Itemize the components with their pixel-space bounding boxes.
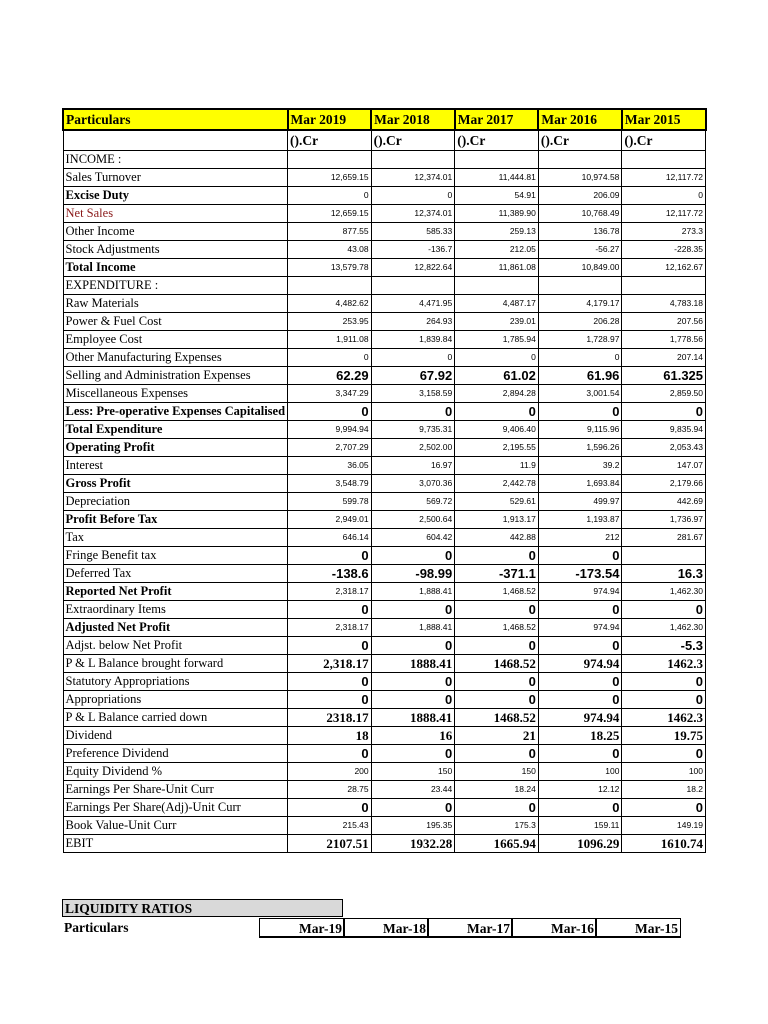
value-cell[interactable] [622, 276, 706, 294]
value-cell[interactable]: 2,053.43 [622, 438, 706, 456]
value-cell[interactable]: 264.93 [371, 312, 455, 330]
row-label[interactable]: Gross Profit [63, 474, 288, 492]
row-label[interactable]: Other Income [63, 222, 288, 240]
row-label[interactable]: Fringe Benefit tax [63, 546, 288, 564]
table-row [63, 330, 706, 348]
table-row [63, 672, 706, 690]
value-cell[interactable]: 0 [455, 546, 539, 564]
row-label[interactable]: Other Manufacturing Expenses [63, 348, 288, 366]
value-cell[interactable]: 2,179.66 [622, 474, 706, 492]
value-cell[interactable]: 0 [538, 636, 622, 654]
value-cell[interactable]: 18.25 [538, 726, 622, 744]
value-cell[interactable]: 175.3 [455, 816, 539, 834]
value-cell[interactable]: 10,849.00 [538, 258, 622, 276]
value-cell[interactable]: -56.27 [538, 240, 622, 258]
table-row [63, 456, 706, 474]
value-cell[interactable] [538, 276, 622, 294]
value-cell[interactable]: 1,778.56 [622, 330, 706, 348]
value-cell[interactable]: 43.08 [288, 240, 372, 258]
value-cell[interactable]: 9,994.94 [288, 420, 372, 438]
value-cell[interactable] [371, 150, 455, 168]
value-cell[interactable]: 0 [288, 690, 372, 708]
value-cell[interactable]: 13,579.78 [288, 258, 372, 276]
value-cell[interactable]: 974.94 [538, 618, 622, 636]
value-cell[interactable] [371, 276, 455, 294]
value-cell[interactable]: 2318.17 [288, 708, 372, 726]
value-cell[interactable]: 36.05 [288, 456, 372, 474]
value-cell[interactable]: 2,894.28 [455, 384, 539, 402]
value-cell[interactable]: 3,548.79 [288, 474, 372, 492]
row-label[interactable]: Tax [63, 528, 288, 546]
value-cell[interactable]: 0 [371, 186, 455, 204]
row-label[interactable]: Earnings Per Share(Adj)-Unit Curr [63, 798, 288, 816]
value-cell[interactable]: 10,974.58 [538, 168, 622, 186]
value-cell[interactable]: 9,406.40 [455, 420, 539, 438]
value-cell[interactable]: 1,468.52 [455, 582, 539, 600]
value-cell[interactable]: 0 [622, 690, 706, 708]
value-cell[interactable]: 2,859.50 [622, 384, 706, 402]
unit-blank-cell[interactable] [63, 130, 288, 150]
value-cell[interactable]: 0 [538, 348, 622, 366]
table-row [63, 510, 706, 528]
row-label[interactable]: Miscellaneous Expenses [63, 384, 288, 402]
value-cell[interactable]: 0 [288, 672, 372, 690]
table-row [63, 222, 706, 240]
value-cell[interactable]: 200 [288, 762, 372, 780]
liquidity-year-cell[interactable]: Mar-16 [511, 918, 597, 938]
header-year-2016[interactable]: Mar 2016 [538, 109, 622, 130]
value-cell[interactable]: 0 [455, 348, 539, 366]
value-cell[interactable]: 0 [288, 402, 372, 420]
value-cell[interactable]: 1468.52 [455, 654, 539, 672]
value-cell[interactable]: 147.07 [622, 456, 706, 474]
row-label[interactable]: P & L Balance carried down [63, 708, 288, 726]
value-cell[interactable]: 150 [455, 762, 539, 780]
row-label[interactable]: Preference Dividend [63, 744, 288, 762]
value-cell[interactable]: 0 [622, 402, 706, 420]
value-cell[interactable]: 0 [622, 672, 706, 690]
value-cell[interactable]: 39.2 [538, 456, 622, 474]
value-cell[interactable]: 62.29 [288, 366, 372, 384]
value-cell[interactable]: 0 [538, 690, 622, 708]
value-cell[interactable]: 207.56 [622, 312, 706, 330]
value-cell[interactable]: 100 [622, 762, 706, 780]
value-cell[interactable]: 0 [538, 600, 622, 618]
table-row [63, 312, 706, 330]
row-label[interactable]: Adjusted Net Profit [63, 618, 288, 636]
value-cell[interactable]: 442.88 [455, 528, 539, 546]
row-label[interactable]: Stock Adjustments [63, 240, 288, 258]
value-cell[interactable]: 0 [455, 672, 539, 690]
value-cell[interactable]: 12,374.01 [371, 204, 455, 222]
value-cell[interactable]: 100 [538, 762, 622, 780]
value-cell[interactable]: 0 [371, 690, 455, 708]
value-cell[interactable]: 0 [371, 546, 455, 564]
row-label[interactable]: Deferred Tax [63, 564, 288, 582]
row-label[interactable]: EBIT [63, 834, 288, 852]
value-cell[interactable]: -98.99 [371, 564, 455, 582]
value-cell[interactable]: 0 [622, 186, 706, 204]
table-row [63, 744, 706, 762]
value-cell[interactable]: 1462.3 [622, 708, 706, 726]
value-cell[interactable]: 2,500.64 [371, 510, 455, 528]
table-row [63, 816, 706, 834]
value-cell[interactable]: 499.97 [538, 492, 622, 510]
value-cell[interactable]: 0 [288, 600, 372, 618]
row-label[interactable]: Selling and Administration Expenses [63, 366, 288, 384]
value-cell[interactable]: 2107.51 [288, 834, 372, 852]
value-cell[interactable]: 0 [455, 600, 539, 618]
value-cell[interactable]: -5.3 [622, 636, 706, 654]
liquidity-particulars-label[interactable]: Particulars [64, 920, 129, 935]
value-cell[interactable]: 1096.29 [538, 834, 622, 852]
table-row [63, 726, 706, 744]
value-cell[interactable]: 0 [538, 744, 622, 762]
header-year-2018[interactable]: Mar 2018 [371, 109, 455, 130]
value-cell[interactable]: 2,707.29 [288, 438, 372, 456]
value-cell[interactable]: 1,736.97 [622, 510, 706, 528]
row-label[interactable]: Statutory Appropriations [63, 672, 288, 690]
liquidity-year-cell[interactable]: Mar-17 [427, 918, 513, 938]
table-row [63, 258, 706, 276]
value-cell[interactable]: 1,913.17 [455, 510, 539, 528]
value-cell[interactable]: 11,444.81 [455, 168, 539, 186]
value-cell[interactable]: 0 [288, 546, 372, 564]
value-cell[interactable]: 2,949.01 [288, 510, 372, 528]
value-cell[interactable]: 9,735.31 [371, 420, 455, 438]
value-cell[interactable]: 61.96 [538, 366, 622, 384]
table-row [63, 618, 706, 636]
value-cell[interactable]: 1,888.41 [371, 582, 455, 600]
value-cell[interactable] [288, 276, 372, 294]
value-cell[interactable]: 0 [371, 402, 455, 420]
value-cell[interactable]: 149.19 [622, 816, 706, 834]
value-cell[interactable]: 54.91 [455, 186, 539, 204]
table-row [63, 762, 706, 780]
value-cell[interactable]: 281.67 [622, 528, 706, 546]
value-cell[interactable]: -173.54 [538, 564, 622, 582]
table-row [63, 438, 706, 456]
row-label[interactable]: Total Income [63, 258, 288, 276]
liquidity-ratios-title[interactable]: LIQUIDITY RATIOS [62, 899, 343, 917]
table-row [63, 294, 706, 312]
value-cell[interactable]: 212.05 [455, 240, 539, 258]
value-cell[interactable]: 599.78 [288, 492, 372, 510]
value-cell[interactable]: 0 [455, 690, 539, 708]
value-cell[interactable]: -228.35 [622, 240, 706, 258]
value-cell[interactable]: 150 [371, 762, 455, 780]
value-cell[interactable]: 1468.52 [455, 708, 539, 726]
value-cell[interactable]: 4,482.62 [288, 294, 372, 312]
value-cell[interactable]: 2,318.17 [288, 582, 372, 600]
table-row [63, 420, 706, 438]
table-row [63, 564, 706, 582]
table-row [63, 636, 706, 654]
value-cell[interactable]: 442.69 [622, 492, 706, 510]
value-cell[interactable]: 0 [371, 672, 455, 690]
value-cell[interactable]: 0 [538, 798, 622, 816]
value-cell[interactable]: 0 [538, 672, 622, 690]
value-cell[interactable]: 0 [538, 546, 622, 564]
value-cell[interactable]: 974.94 [538, 582, 622, 600]
value-cell[interactable]: 28.75 [288, 780, 372, 798]
value-cell[interactable]: 569.72 [371, 492, 455, 510]
value-cell[interactable] [622, 546, 706, 564]
value-cell[interactable]: 61.02 [455, 366, 539, 384]
table-row [63, 186, 706, 204]
value-cell[interactable]: 11,389.90 [455, 204, 539, 222]
value-cell[interactable]: 215.43 [288, 816, 372, 834]
header-particulars[interactable]: Particulars [63, 109, 288, 130]
value-cell[interactable]: 1,693.84 [538, 474, 622, 492]
value-cell[interactable] [455, 150, 539, 168]
row-label[interactable]: P & L Balance brought forward [63, 654, 288, 672]
income-statement-table [62, 108, 707, 853]
header-year-2017[interactable]: Mar 2017 [455, 109, 539, 130]
table-row [63, 276, 706, 294]
value-cell[interactable]: 11,861.08 [455, 258, 539, 276]
value-cell[interactable]: 1610.74 [622, 834, 706, 852]
value-cell[interactable]: 1,911.08 [288, 330, 372, 348]
header-row [63, 109, 706, 130]
row-label[interactable]: Operating Profit [63, 438, 288, 456]
value-cell[interactable]: 1,785.94 [455, 330, 539, 348]
value-cell[interactable]: 0 [288, 636, 372, 654]
table-row [63, 798, 706, 816]
row-label[interactable]: Total Expenditure [63, 420, 288, 438]
table-row [63, 366, 706, 384]
header-year-2015[interactable]: Mar 2015 [622, 109, 706, 130]
value-cell[interactable]: 21 [455, 726, 539, 744]
value-cell[interactable]: 1932.28 [371, 834, 455, 852]
row-label[interactable]: Dividend [63, 726, 288, 744]
value-cell[interactable]: -371.1 [455, 564, 539, 582]
table-row [63, 150, 706, 168]
value-cell[interactable] [622, 150, 706, 168]
value-cell[interactable] [455, 276, 539, 294]
value-cell[interactable]: 0 [622, 600, 706, 618]
value-cell[interactable]: 12,659.15 [288, 168, 372, 186]
value-cell[interactable]: 10,768.49 [538, 204, 622, 222]
value-cell[interactable]: 206.09 [538, 186, 622, 204]
value-cell[interactable]: -138.6 [288, 564, 372, 582]
value-cell[interactable]: 4,471.95 [371, 294, 455, 312]
row-label[interactable]: Appropriations [63, 690, 288, 708]
value-cell[interactable]: 12,659.15 [288, 204, 372, 222]
value-cell[interactable]: 3,158.59 [371, 384, 455, 402]
row-label[interactable]: Profit Before Tax [63, 510, 288, 528]
value-cell[interactable]: 1,728.97 [538, 330, 622, 348]
value-cell[interactable]: 0 [622, 744, 706, 762]
value-cell[interactable]: 0 [455, 636, 539, 654]
row-label[interactable]: Reported Net Profit [63, 582, 288, 600]
row-label[interactable]: Net Sales [63, 204, 288, 222]
row-label[interactable]: Excise Duty [63, 186, 288, 204]
value-cell[interactable]: 0 [288, 348, 372, 366]
value-cell[interactable]: 212 [538, 528, 622, 546]
table-row [63, 690, 706, 708]
table-row [63, 780, 706, 798]
value-cell[interactable]: 974.94 [538, 654, 622, 672]
table-row [63, 384, 706, 402]
value-cell[interactable]: 16 [371, 726, 455, 744]
value-cell[interactable]: 0 [538, 402, 622, 420]
liquidity-year-cell[interactable]: Mar-15 [595, 918, 681, 938]
value-cell[interactable]: 11.9 [455, 456, 539, 474]
row-label[interactable]: EXPENDITURE : [63, 276, 288, 294]
row-label[interactable]: Book Value-Unit Curr [63, 816, 288, 834]
value-cell[interactable]: 18.2 [622, 780, 706, 798]
value-cell[interactable]: 207.14 [622, 348, 706, 366]
row-label[interactable]: Less: Pre-operative Expenses Capitalised [63, 402, 288, 420]
value-cell[interactable]: 2,318.17 [288, 618, 372, 636]
value-cell[interactable]: 273.3 [622, 222, 706, 240]
value-cell[interactable]: 206.28 [538, 312, 622, 330]
row-label[interactable]: Earnings Per Share-Unit Curr [63, 780, 288, 798]
table-body [63, 109, 706, 852]
row-label[interactable]: Depreciation [63, 492, 288, 510]
value-cell[interactable]: 646.14 [288, 528, 372, 546]
value-cell[interactable]: 1,193.87 [538, 510, 622, 528]
value-cell[interactable]: 1888.41 [371, 654, 455, 672]
unit-cell[interactable]: ().Cr [455, 130, 539, 150]
value-cell[interactable]: 2,318.17 [288, 654, 372, 672]
value-cell[interactable]: 1,888.41 [371, 618, 455, 636]
row-label[interactable]: Interest [63, 456, 288, 474]
value-cell[interactable]: 4,487.17 [455, 294, 539, 312]
table-row [63, 834, 706, 852]
table-row [63, 582, 706, 600]
table-row [63, 348, 706, 366]
value-cell[interactable] [538, 150, 622, 168]
table-row [63, 528, 706, 546]
value-cell[interactable]: 12.12 [538, 780, 622, 798]
row-label[interactable]: Sales Turnover [63, 168, 288, 186]
value-cell[interactable]: 1,462.30 [622, 582, 706, 600]
value-cell[interactable]: 136.78 [538, 222, 622, 240]
value-cell[interactable]: 0 [288, 186, 372, 204]
value-cell[interactable]: 12,822.64 [371, 258, 455, 276]
value-cell[interactable]: 1,839.84 [371, 330, 455, 348]
table-row [63, 474, 706, 492]
table-row [63, 204, 706, 222]
value-cell[interactable]: 1665.94 [455, 834, 539, 852]
unit-row [63, 130, 706, 150]
value-cell[interactable]: 3,070.36 [371, 474, 455, 492]
table-row [63, 492, 706, 510]
unit-cell[interactable]: ().Cr [538, 130, 622, 150]
value-cell[interactable]: 19.75 [622, 726, 706, 744]
unit-cell[interactable]: ().Cr [622, 130, 706, 150]
value-cell[interactable]: 18 [288, 726, 372, 744]
value-cell[interactable]: -136.7 [371, 240, 455, 258]
value-cell[interactable]: 159.11 [538, 816, 622, 834]
value-cell[interactable]: 23.44 [371, 780, 455, 798]
value-cell[interactable]: 9,835.94 [622, 420, 706, 438]
value-cell[interactable]: 0 [455, 798, 539, 816]
value-cell[interactable]: 18.24 [455, 780, 539, 798]
value-cell[interactable]: 1,462.30 [622, 618, 706, 636]
value-cell[interactable]: 4,179.17 [538, 294, 622, 312]
value-cell[interactable]: 0 [288, 744, 372, 762]
value-cell[interactable]: 12,374.01 [371, 168, 455, 186]
row-label[interactable]: Raw Materials [63, 294, 288, 312]
value-cell[interactable]: 585.33 [371, 222, 455, 240]
value-cell[interactable]: 1,596.26 [538, 438, 622, 456]
row-label[interactable]: Adjst. below Net Profit [63, 636, 288, 654]
value-cell[interactable]: 16.97 [371, 456, 455, 474]
table-row [63, 546, 706, 564]
table-row [63, 168, 706, 186]
value-cell[interactable]: 12,117.72 [622, 204, 706, 222]
value-cell[interactable]: 877.55 [288, 222, 372, 240]
value-cell[interactable]: 0 [371, 348, 455, 366]
value-cell[interactable]: 0 [455, 744, 539, 762]
row-label[interactable]: Power & Fuel Cost [63, 312, 288, 330]
value-cell[interactable]: 0 [288, 798, 372, 816]
liquidity-year-cell[interactable]: Mar-19 [259, 918, 345, 938]
value-cell[interactable]: 2,502.00 [371, 438, 455, 456]
unit-cell[interactable]: ().Cr [371, 130, 455, 150]
liquidity-year-cell[interactable]: Mar-18 [343, 918, 429, 938]
table-row [63, 654, 706, 672]
value-cell[interactable]: 2,195.55 [455, 438, 539, 456]
table-row [63, 600, 706, 618]
unit-cell[interactable]: ().Cr [288, 130, 372, 150]
row-label[interactable]: Employee Cost [63, 330, 288, 348]
value-cell[interactable]: 1,468.52 [455, 618, 539, 636]
header-year-2019[interactable]: Mar 2019 [288, 109, 372, 130]
value-cell[interactable] [288, 150, 372, 168]
value-cell[interactable]: 0 [622, 798, 706, 816]
value-cell[interactable]: 9,115.96 [538, 420, 622, 438]
row-label[interactable]: Extraordinary Items [63, 600, 288, 618]
value-cell[interactable]: 195.35 [371, 816, 455, 834]
value-cell[interactable]: 529.61 [455, 492, 539, 510]
value-cell[interactable]: 1462.3 [622, 654, 706, 672]
table-row [63, 402, 706, 420]
row-label[interactable]: Equity Dividend % [63, 762, 288, 780]
value-cell[interactable]: 253.95 [288, 312, 372, 330]
value-cell[interactable]: 16.3 [622, 564, 706, 582]
value-cell[interactable]: 4,783.18 [622, 294, 706, 312]
value-cell[interactable]: 2,442.78 [455, 474, 539, 492]
value-cell[interactable]: 3,347.29 [288, 384, 372, 402]
value-cell[interactable]: 0 [455, 402, 539, 420]
table-row [63, 708, 706, 726]
table-row [63, 240, 706, 258]
value-cell[interactable]: 0 [371, 636, 455, 654]
value-cell[interactable]: 974.94 [538, 708, 622, 726]
value-cell[interactable]: 12,162.67 [622, 258, 706, 276]
value-cell[interactable]: 0 [371, 600, 455, 618]
value-cell[interactable]: 12,117.72 [622, 168, 706, 186]
value-cell[interactable]: 61.325 [622, 366, 706, 384]
value-cell[interactable]: 239.01 [455, 312, 539, 330]
value-cell[interactable]: 0 [371, 798, 455, 816]
value-cell[interactable]: 3,001.54 [538, 384, 622, 402]
value-cell[interactable]: 604.42 [371, 528, 455, 546]
row-label[interactable]: INCOME : [63, 150, 288, 168]
value-cell[interactable]: 259.13 [455, 222, 539, 240]
value-cell[interactable]: 0 [371, 744, 455, 762]
value-cell[interactable]: 1888.41 [371, 708, 455, 726]
value-cell[interactable]: 67.92 [371, 366, 455, 384]
